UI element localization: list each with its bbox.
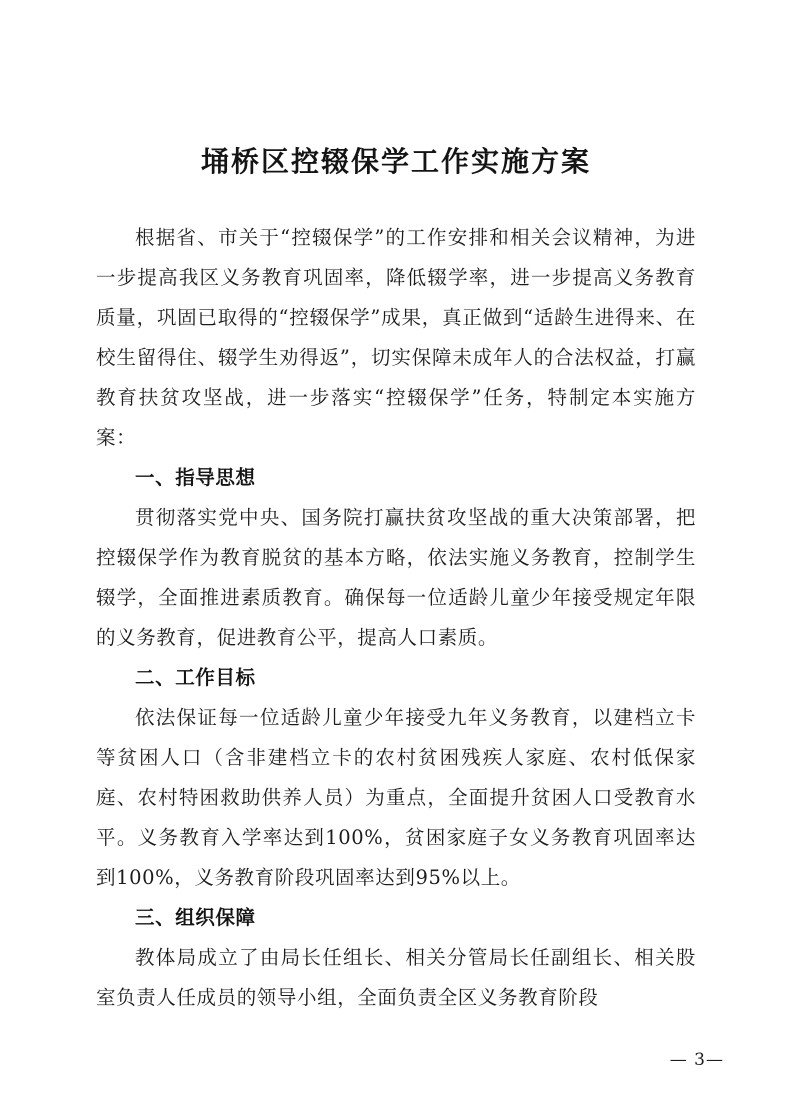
paragraph-guiding-ideology: 贯彻落实党中央、国务院打赢扶贫攻坚战的重大决策部署，把控辍保学作为教育脱贫的基本方略，依法实施义务教育，控制学生辍学，全面推进素质教育。确保每一位适龄儿童少年接受规定年限的义务教育，促进教育公平，提高人口素质。 [96, 506, 696, 649]
section-heading-two: 二、工作目标 [135, 666, 256, 689]
paragraph-work-goals: 依法保证每一位适龄儿童少年接受九年义务教育，以建档立卡等贫困人口（含非建档立卡的农村贫困残疾人家庭、农村低保家庭、农村特困救助供养人员）为重点，全面提升贫困人口受教育水平。义务教育入学率达到100%，贫困家庭子女义务教育巩固率达到100%，义务教育阶段巩固率达到95%以上。 [96, 706, 696, 889]
paragraph-intro: 根据省、市关于“控辍保学”的工作安排和相关会议精神，为进一步提高我区义务教育巩固率，降低辍学率，进一步提高义务教育质量，巩固已取得的“控辍保学”成果，真正做到“适龄生进得来、在校生留得住、辍学生劝得返”，切实保障未成年人的合法权益，打赢教育扶贫攻坚战，进一步落实“控辍保学”任务，特制定本实施方案： [96, 226, 696, 449]
section-heading-three: 三、组织保障 [135, 906, 256, 929]
section-heading-one: 一、指导思想 [135, 466, 256, 489]
page-number: — 3— [669, 1050, 724, 1070]
document-body [96, 180, 696, 1018]
paragraph-organization: 教体局成立了由局长任组长、相关分管局长任副组长、相关股室负责人任成员的领导小组，全面负责全区义务教育阶段 [96, 946, 696, 1009]
page-title: 埇桥区控辍保学工作实施方案 [200, 145, 591, 178]
